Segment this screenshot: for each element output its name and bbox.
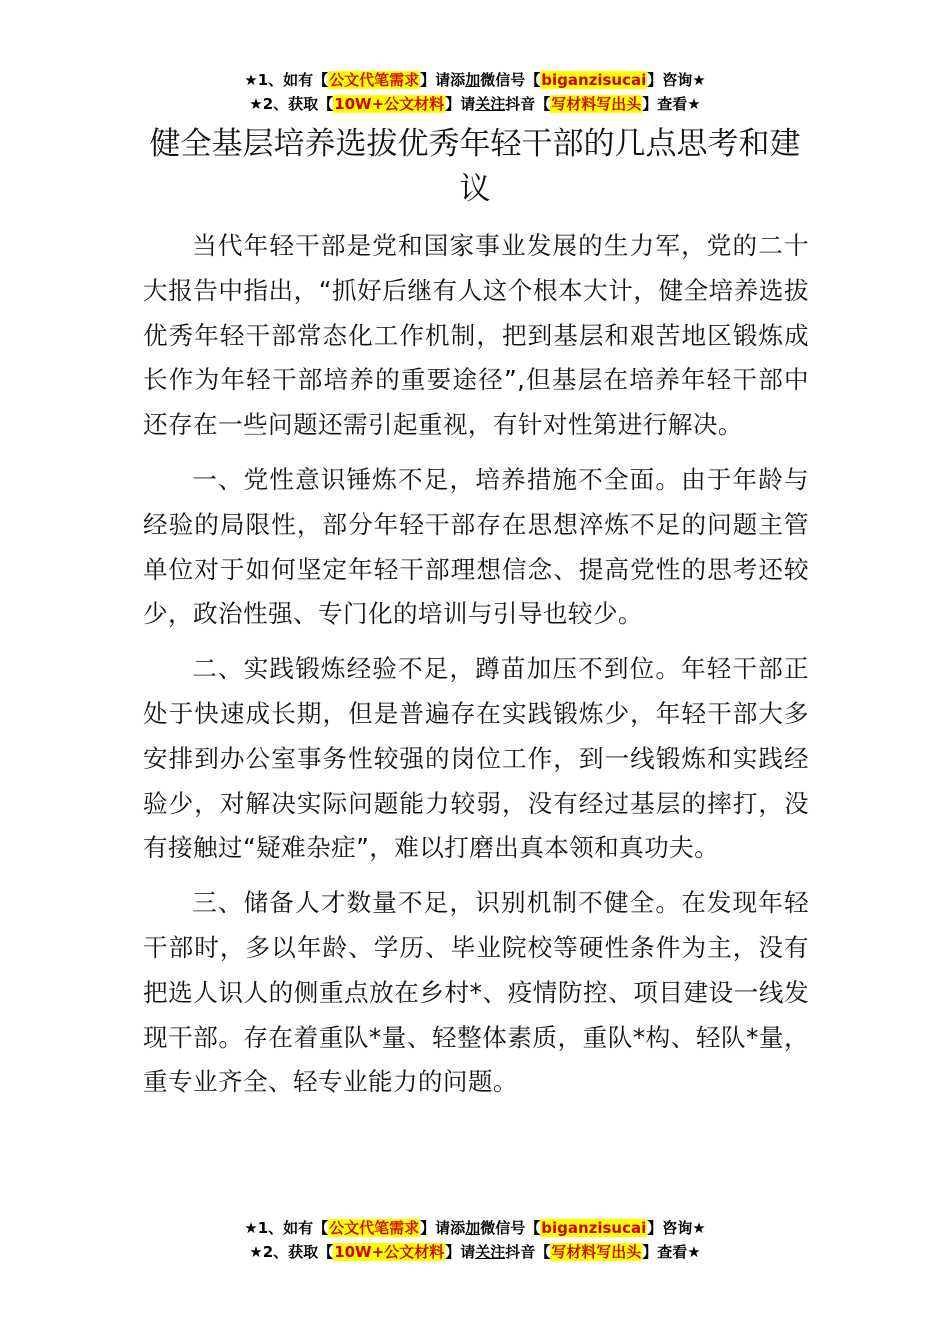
promo-highlight: biganzisucai bbox=[541, 71, 647, 89]
promo-text: 】咨询★ bbox=[647, 1219, 706, 1237]
promo-banner-bottom bbox=[0, 1216, 950, 1264]
promo-text: 抖音【 bbox=[505, 95, 551, 113]
promo-underline: 关注 bbox=[475, 1243, 506, 1261]
promo-underline: 加 bbox=[465, 71, 481, 89]
promo-line-2 bbox=[0, 1240, 950, 1264]
promo-highlight: 10W+公文材料 bbox=[334, 95, 445, 113]
promo-highlight: 公文代笔需求 bbox=[329, 71, 420, 89]
promo-highlight: 公文代笔需求 bbox=[329, 1219, 420, 1237]
promo-text: ★1、如有【 bbox=[244, 1219, 329, 1237]
promo-text: 微信号【 bbox=[480, 1219, 541, 1237]
promo-text: 】请 bbox=[445, 95, 476, 113]
promo-text: ★2、获取【 bbox=[249, 95, 334, 113]
document-body bbox=[143, 224, 809, 1115]
promo-underline: 加 bbox=[465, 1219, 481, 1237]
promo-text: ★1、如有【 bbox=[244, 71, 329, 89]
promo-highlight: 写材料写出头 bbox=[551, 95, 642, 113]
promo-highlight: 10W+公文材料 bbox=[334, 1243, 445, 1261]
promo-text: 微信号【 bbox=[480, 71, 541, 89]
promo-text: 】请添 bbox=[420, 1219, 466, 1237]
promo-line-1 bbox=[0, 1216, 950, 1240]
promo-banner-top bbox=[0, 68, 950, 116]
section-3-paragraph: 三、储备人才数量不足，识别机制不健全。在发现年轻干部时，多以年龄、学历、毕业院校等硬性条件为主，没有把选人识人的侧重点放在乡村*、疫情防控、项目建设一线发现干部。存在着重队*量、轻整体素质，重队*构、轻队*量，重专业齐全、轻专业能力的问题。 bbox=[143, 888, 809, 1097]
promo-text: 】请 bbox=[445, 1243, 476, 1261]
promo-text: 】咨询★ bbox=[647, 71, 706, 89]
promo-line-1 bbox=[0, 68, 950, 92]
promo-line-2 bbox=[0, 92, 950, 116]
promo-highlight: 写材料写出头 bbox=[551, 1243, 642, 1261]
promo-text: 】请添 bbox=[420, 71, 466, 89]
promo-highlight: biganzisucai bbox=[541, 1219, 647, 1237]
promo-text: 抖音【 bbox=[505, 1243, 551, 1261]
intro-paragraph: 当代年轻干部是党和国家事业发展的生力军，党的二十大报告中指出，“抓好后继有人这个根本大计，健全培养选拔优秀年轻干部常态化工作机制，把到基层和艰苦地区锻炼成长作为年轻干部培养的重要途径”,但基层在培养年轻干部中还存在一些问题还需引起重视，有针对性第进行解决。 bbox=[143, 231, 809, 440]
promo-underline: 关注 bbox=[475, 95, 506, 113]
section-1-paragraph: 一、党性意识锤炼不足，培养措施不全面。由于年龄与经验的局限性，部分年轻干部存在思想淬炼不足的问题主管单位对于如何坚定年轻干部理想信念、提高党性的思考还较少，政治性强、专门化的培训与引导也较少。 bbox=[143, 464, 809, 629]
promo-text: 】查看★ bbox=[642, 95, 701, 113]
promo-text: 】查看★ bbox=[642, 1243, 701, 1261]
promo-text: ★2、获取【 bbox=[249, 1243, 334, 1261]
section-2-paragraph: 二、实践锻炼经验不足，蹲苗加压不到位。年轻干部正处于快速成长期，但是普遍存在实践锻炼少，年轻干部大多安排到办公室事务性较强的岗位工作，到一线锻炼和实践经验少，对解决实际问题能力较弱，没有经过基层的摔打，没有接触过“疑难杂症”，难以打磨出真本领和真功夫。 bbox=[143, 654, 809, 863]
document-title: 健全基层培养选拔优秀年轻干部的几点思考和建议 bbox=[149, 126, 801, 207]
